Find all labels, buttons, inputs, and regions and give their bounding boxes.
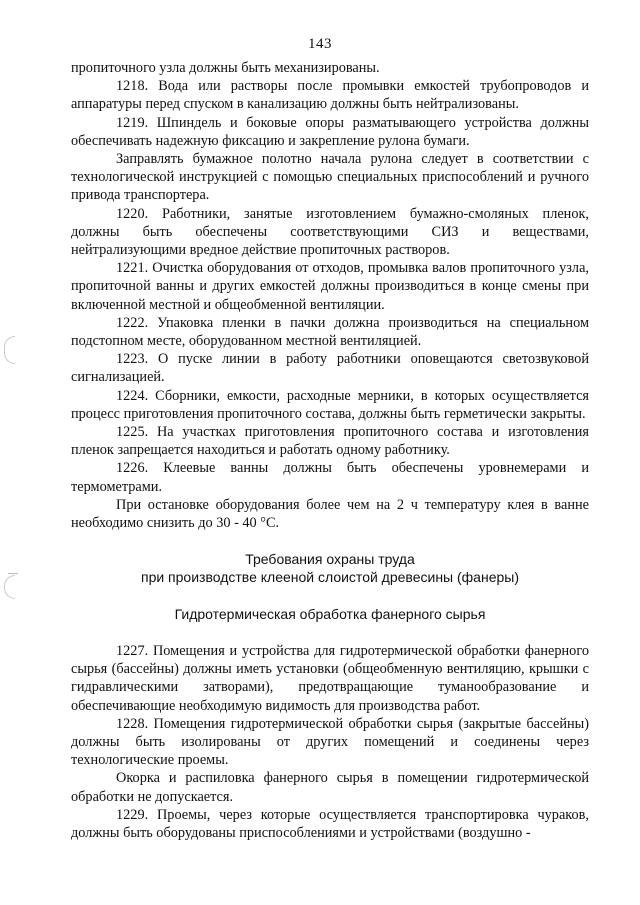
page-body [71, 59, 589, 842]
paragraph: 1218. Вода или растворы после промывки емкостей трубопроводов и аппаратуры перед спуском в канализацию должны быть нейтрализованы. [71, 78, 589, 113]
section-heading-line-1: Требования охраны труда [245, 551, 415, 568]
paragraph: 1222. Упаковка пленки в пачки должна производиться на специальном подстопном месте, оборудованном местной вентиляцией. [71, 314, 589, 350]
paragraph: Окорка и распиловка фанерного сырья в помещении гидротермической обработки не допускается. [71, 770, 589, 805]
scan-mark [8, 573, 18, 574]
paragraph: 1224. Сборники, емкости, расходные мерники, в которых осуществляется процесс приготовления пропиточного состава, должны быть герметически закрыты. [71, 387, 589, 422]
paragraph: Заправлять бумажное полотно начала рулона следует в соответствии с технологической инструкцией с помощью специальных приспособлений и ручного привода транспортера. [71, 151, 589, 204]
paragraph: 1221. Очистка оборудования от отходов, промывка валов пропиточного узла, пропиточной ванны и других емкостей должны производиться в конце смены при включенной местной и общеобменной вентиляции. [71, 260, 589, 313]
paragraph: 1229. Проемы, через которые осуществляется транспортировка чураков, должны быть оборудованы приспособлениями и устройствами (воздушно - [71, 806, 589, 841]
paragraph: 1226. Клеевые ванны должны быть обеспечены уровнемерами и термометрами. [71, 460, 589, 495]
page-number: 143 [308, 36, 332, 52]
binder-hole-mark [4, 575, 15, 599]
paragraph: 1220. Работники, занятые изготовлением бумажно-смоляных пленок, должны быть обеспечены соответствующими СИЗ и веществами, нейтрализующими вредное действие пропиточных растворов. [71, 205, 589, 259]
section-heading-line-2: при производстве клееной слоистой древесины (фанеры) [140, 569, 519, 586]
subsection-heading: Гидротермическая обработка фанерного сырья [174, 605, 486, 622]
paragraph: 1228. Помещения гидротермической обработки сырья (закрытые бассейны) должны быть изолированы от других помещений и соединены через технологические проемы. [71, 715, 589, 769]
paragraph: При остановке оборудования более чем на 2 ч температуру клея в ванне необходимо снизить до 30 - 40 °С. [71, 496, 589, 532]
paragraph: 1223. О пуске линии в работу работники оповещаются светозвуковой сигнализацией. [71, 351, 589, 386]
binder-hole-mark [4, 336, 15, 364]
paragraphs-top [71, 59, 589, 532]
paragraph: 1227. Помещения и устройства для гидротермической обработки фанерного сырья (бассейны) должны иметь установки (общеобменную вентиляцию, крышки с гидравлическими затворами), предотвращающие туманообразование и обеспечивающие необходимую видимость для производства работ. [71, 642, 589, 714]
paragraphs-bottom [71, 642, 589, 842]
paragraph: 1225. На участках приготовления пропиточного состава и изготовления пленок запрещается находиться и работать одному работнику. [71, 424, 589, 459]
paragraph: пропиточного узла должны быть механизированы. [71, 60, 380, 76]
paragraph: 1219. Шпиндель и боковые опоры разматывающего устройства должны обеспечивать надежную фиксацию и закрепление рулона бумаги. [71, 114, 589, 149]
